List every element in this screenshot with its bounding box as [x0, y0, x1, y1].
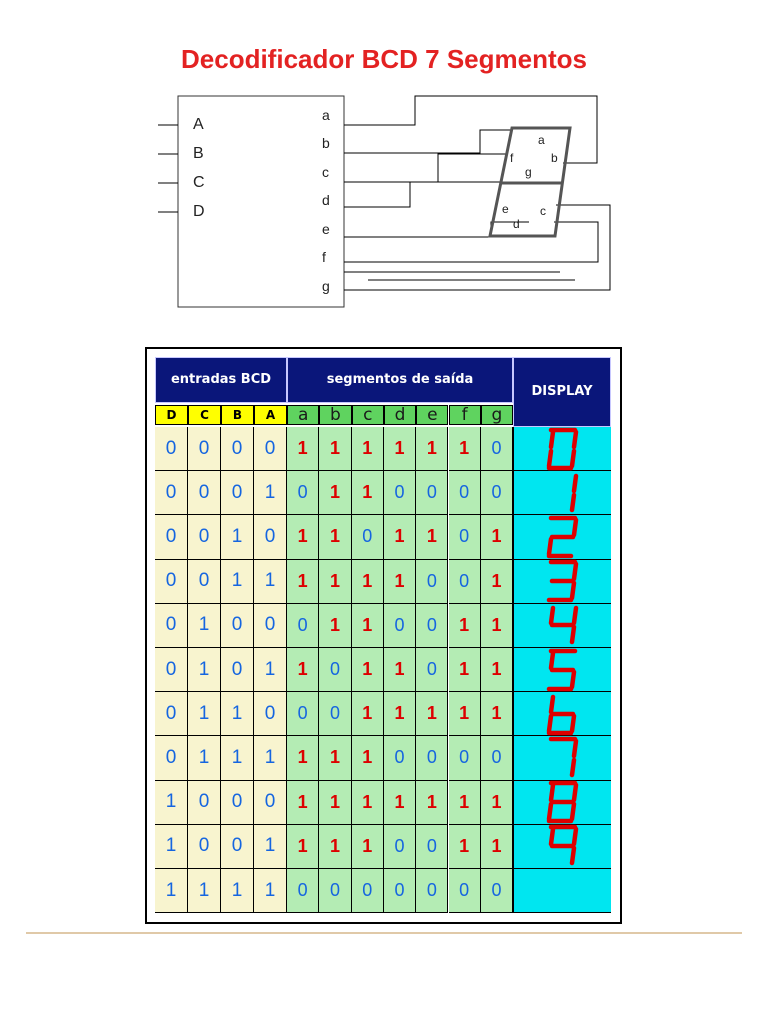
output-cell: 1	[287, 781, 319, 825]
input-cell: 0	[188, 427, 221, 471]
segment-e	[549, 716, 551, 731]
output-cell: 1	[449, 604, 481, 648]
seven-segment-digit	[545, 824, 581, 868]
output-cell: 1	[287, 736, 319, 780]
output-cell: 1	[481, 515, 513, 559]
input-cell: 0	[221, 471, 254, 515]
output-cell: 1	[384, 515, 416, 559]
output-cell: 1	[319, 604, 351, 648]
input-cell: 1	[254, 825, 287, 869]
input-cell: 1	[221, 869, 254, 913]
output-cell: 0	[287, 869, 319, 913]
output-cell: 0	[287, 471, 319, 515]
segment-f	[551, 653, 553, 668]
segment-b	[574, 608, 576, 623]
segment-f	[551, 608, 553, 623]
truth-table	[145, 347, 622, 924]
seven-segment-digit	[545, 427, 581, 471]
segment-c	[572, 451, 574, 466]
output-cell: 1	[481, 692, 513, 736]
segment-c	[572, 627, 574, 642]
seven-segment-digit	[545, 780, 581, 824]
output-column-label: e	[416, 405, 448, 425]
seven-segment-digit	[545, 471, 581, 515]
output-cell: 1	[287, 515, 319, 559]
output-cell: 0	[287, 604, 319, 648]
output-cell: 0	[352, 869, 384, 913]
input-cell: 1	[188, 869, 221, 913]
input-cell: 0	[155, 471, 188, 515]
output-cell: 0	[319, 648, 351, 692]
input-column-label: B	[221, 405, 254, 425]
output-cell: 1	[449, 692, 481, 736]
input-cell: 1	[221, 736, 254, 780]
segment-label-d: d	[513, 217, 520, 231]
output-cell: 1	[384, 692, 416, 736]
header-display: DISPLAY	[513, 357, 611, 427]
output-cell: 1	[416, 427, 448, 471]
wire-d	[344, 182, 500, 207]
display-digit	[513, 869, 611, 913]
output-column-label: f	[449, 405, 481, 425]
output-label-c: c	[322, 164, 329, 180]
output-cell: 1	[416, 781, 448, 825]
input-cell: 0	[155, 648, 188, 692]
header-inputs: entradas BCD	[155, 357, 287, 403]
page-title: Decodificador BCD 7 Segmentos	[181, 44, 587, 74]
wire-g	[344, 205, 610, 290]
segment-label-g: g	[525, 165, 532, 179]
output-cell: 1	[449, 648, 481, 692]
display-digit	[513, 781, 611, 825]
input-cell: 0	[254, 515, 287, 559]
output-cell: 1	[287, 648, 319, 692]
input-cell: 0	[254, 781, 287, 825]
input-cell: 1	[254, 736, 287, 780]
input-cell: 0	[188, 825, 221, 869]
output-cell: 1	[352, 736, 384, 780]
output-cell: 1	[416, 515, 448, 559]
segment-b	[574, 741, 576, 756]
output-cell: 1	[481, 604, 513, 648]
segment-b	[574, 785, 576, 800]
segment-f	[551, 785, 553, 800]
wire-f	[344, 222, 598, 262]
output-label-g: g	[322, 278, 330, 294]
input-cell: 0	[221, 648, 254, 692]
input-cell: 1	[254, 648, 287, 692]
input-cell: 0	[155, 560, 188, 604]
input-column-label: C	[188, 405, 221, 425]
seven-segment-digit	[545, 648, 581, 692]
output-cell: 0	[416, 869, 448, 913]
input-cell: 1	[188, 736, 221, 780]
output-cell: 0	[319, 869, 351, 913]
output-cell: 0	[384, 736, 416, 780]
input-cell: 0	[254, 604, 287, 648]
output-label-d: d	[322, 192, 330, 208]
segment-f	[551, 432, 553, 447]
output-cell: 1	[287, 560, 319, 604]
output-cell: 1	[481, 781, 513, 825]
output-label-f: f	[322, 249, 326, 265]
segment-c	[572, 804, 574, 819]
output-cell: 0	[416, 604, 448, 648]
segment-b	[574, 829, 576, 844]
output-cell: 0	[449, 869, 481, 913]
segment-c	[572, 760, 574, 775]
segment-e	[549, 451, 551, 466]
output-column-label: g	[481, 405, 513, 425]
input-cell: 0	[155, 604, 188, 648]
output-cell: 1	[352, 560, 384, 604]
output-cell: 0	[481, 736, 513, 780]
input-column-label: D	[155, 405, 188, 425]
output-column-label: a	[287, 405, 319, 425]
input-column-label: A	[254, 405, 287, 425]
output-cell: 1	[287, 427, 319, 471]
input-cell: 1	[221, 692, 254, 736]
input-cell: 0	[221, 825, 254, 869]
segment-b	[574, 476, 576, 491]
input-label-d: D	[193, 203, 205, 220]
input-cell: 0	[188, 515, 221, 559]
output-cell: 0	[481, 471, 513, 515]
output-cell: 0	[416, 471, 448, 515]
output-cell: 0	[287, 692, 319, 736]
input-cell: 0	[221, 781, 254, 825]
output-label-a: a	[322, 107, 330, 123]
input-cell: 0	[188, 471, 221, 515]
output-cell: 1	[319, 560, 351, 604]
output-cell: 1	[352, 825, 384, 869]
output-cell: 1	[352, 648, 384, 692]
input-cell: 0	[221, 427, 254, 471]
input-cell: 1	[188, 692, 221, 736]
output-cell: 1	[319, 736, 351, 780]
display-digit	[513, 515, 611, 559]
divider-line	[26, 932, 742, 934]
output-cell: 0	[319, 692, 351, 736]
input-cell: 0	[221, 604, 254, 648]
display-digit	[513, 692, 611, 736]
input-cell: 1	[254, 471, 287, 515]
input-label-c: C	[193, 174, 205, 191]
output-cell: 0	[449, 736, 481, 780]
input-cell: 1	[155, 781, 188, 825]
input-cell: 1	[188, 604, 221, 648]
display-digit	[513, 604, 611, 648]
output-column-label: d	[384, 405, 416, 425]
input-cell: 0	[155, 692, 188, 736]
output-cell: 1	[384, 781, 416, 825]
output-column-label: c	[352, 405, 384, 425]
input-cell: 1	[221, 515, 254, 559]
output-cell: 1	[319, 471, 351, 515]
output-cell: 1	[449, 781, 481, 825]
seven-segment-digit	[545, 736, 581, 780]
segment-label-f: f	[510, 151, 514, 165]
wire-c	[344, 154, 506, 182]
output-cell: 1	[352, 781, 384, 825]
wire-b	[344, 130, 513, 153]
output-cell: 1	[384, 560, 416, 604]
display-digit	[513, 648, 611, 692]
input-label-b: B	[193, 145, 204, 162]
segment-f	[551, 829, 553, 844]
output-cell: 1	[481, 825, 513, 869]
output-cell: 1	[352, 427, 384, 471]
display-digit	[513, 560, 611, 604]
segment-label-a: a	[538, 133, 545, 147]
segment-e	[549, 804, 551, 819]
output-cell: 0	[384, 825, 416, 869]
output-cell: 1	[352, 692, 384, 736]
header-outputs: segmentos de saída	[287, 357, 513, 403]
seven-segment-digit	[545, 692, 581, 736]
seven-segment-digit	[545, 603, 581, 647]
segment-label-e: e	[502, 202, 509, 216]
output-cell: 1	[319, 515, 351, 559]
input-cell: 0	[188, 781, 221, 825]
output-cell: 0	[416, 648, 448, 692]
segment-c	[572, 848, 574, 863]
output-cell: 1	[352, 471, 384, 515]
output-cell: 0	[416, 736, 448, 780]
output-cell: 1	[481, 648, 513, 692]
segment-b	[574, 564, 576, 579]
seven-segment-digit	[545, 559, 581, 603]
segment-c	[572, 583, 574, 598]
display-digit	[513, 736, 611, 780]
input-cell: 1	[188, 648, 221, 692]
output-cell: 0	[416, 560, 448, 604]
decoder-circuit-diagram	[0, 0, 768, 330]
input-cell: 0	[254, 427, 287, 471]
output-cell: 0	[449, 471, 481, 515]
input-cell: 1	[155, 869, 188, 913]
input-cell: 1	[221, 560, 254, 604]
input-cell: 0	[155, 515, 188, 559]
segment-c	[572, 495, 574, 510]
input-cell: 0	[155, 736, 188, 780]
output-cell: 0	[481, 427, 513, 471]
display-digit	[513, 427, 611, 471]
output-cell: 0	[384, 471, 416, 515]
output-column-label: b	[319, 405, 351, 425]
input-cell: 1	[254, 560, 287, 604]
output-cell: 0	[481, 869, 513, 913]
output-cell: 1	[481, 560, 513, 604]
seven-segment-digit	[545, 515, 581, 559]
input-cell: 1	[155, 825, 188, 869]
input-label-a: A	[193, 116, 204, 133]
output-cell: 1	[449, 427, 481, 471]
display-digit	[513, 825, 611, 869]
segment-f	[551, 697, 553, 712]
input-cell: 0	[155, 427, 188, 471]
segment-label-c: c	[540, 204, 546, 218]
output-cell: 1	[416, 692, 448, 736]
output-cell: 0	[384, 869, 416, 913]
segment-b	[574, 520, 576, 535]
output-label-e: e	[322, 221, 330, 237]
output-cell: 1	[384, 427, 416, 471]
segment-e	[549, 539, 551, 554]
output-cell: 1	[319, 781, 351, 825]
input-cell: 1	[254, 869, 287, 913]
segment-b	[574, 432, 576, 447]
output-label-b: b	[322, 135, 330, 151]
display-digit	[513, 471, 611, 515]
output-cell: 0	[384, 604, 416, 648]
output-cell: 1	[384, 648, 416, 692]
output-cell: 0	[416, 825, 448, 869]
output-cell: 1	[287, 825, 319, 869]
output-cell: 1	[319, 825, 351, 869]
segment-c	[572, 716, 574, 731]
input-cell: 0	[254, 692, 287, 736]
output-cell: 0	[449, 560, 481, 604]
output-cell: 0	[449, 515, 481, 559]
segment-label-b: b	[551, 151, 558, 165]
output-cell: 1	[352, 604, 384, 648]
input-cell: 0	[188, 560, 221, 604]
segment-c	[572, 672, 574, 687]
output-cell: 0	[352, 515, 384, 559]
output-cell: 1	[319, 427, 351, 471]
output-cell: 1	[449, 825, 481, 869]
